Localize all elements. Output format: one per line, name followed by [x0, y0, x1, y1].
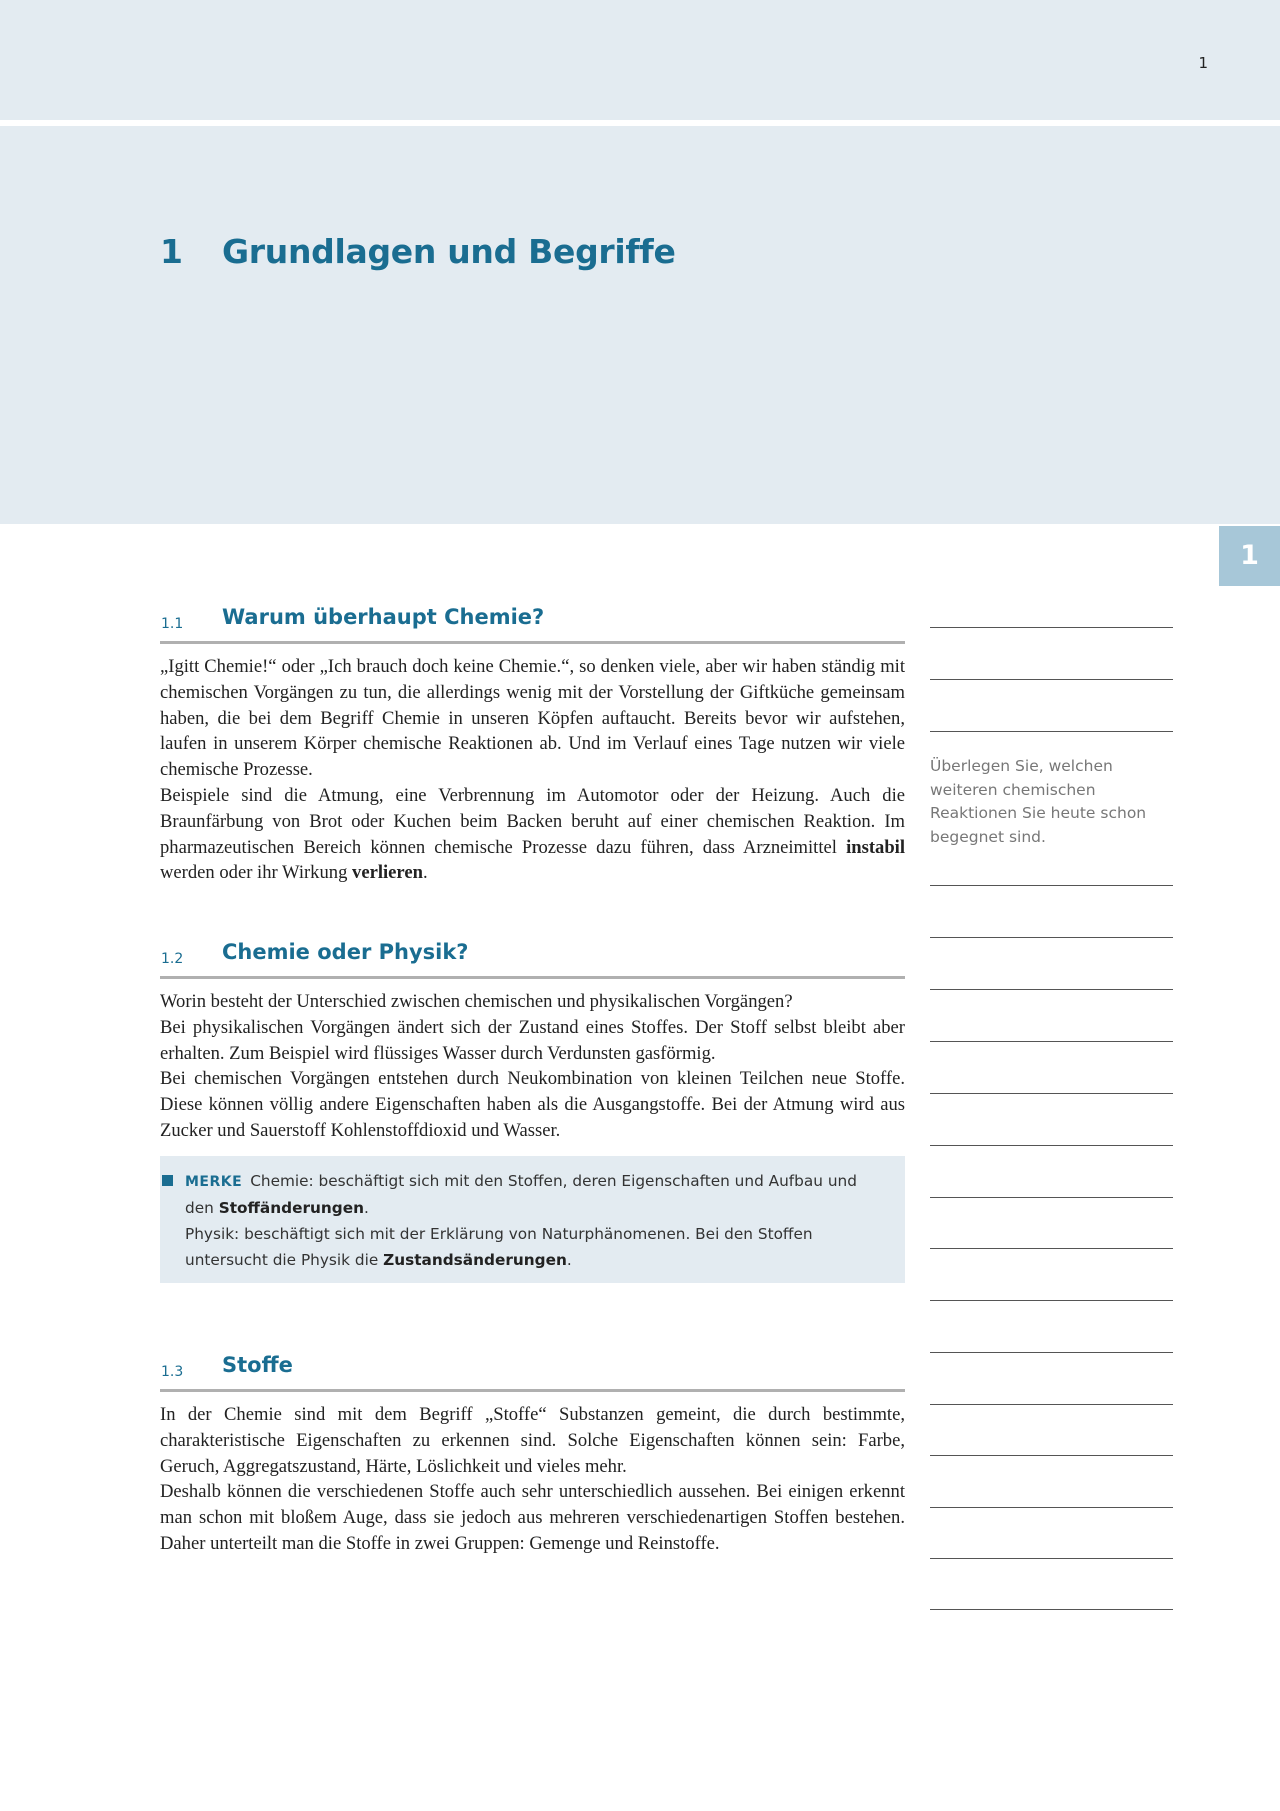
paragraph-text: werden oder ihr Wirkung [160, 862, 348, 884]
merke-line [185, 1168, 889, 1221]
margin-writing-line [930, 1300, 1173, 1301]
page-number: 1 [1198, 54, 1208, 72]
margin-writing-line [930, 1041, 1173, 1042]
merke-bold-term: Stoffänderungen [218, 1198, 365, 1217]
merke-text: Physik: beschäftigt sich mit der Erklärung von Naturphänomenen. Bei den Stoffen untersucht die Physik die [185, 1224, 813, 1269]
section-body [160, 1402, 905, 1557]
section-title: Warum überhaupt Chemie? [222, 605, 545, 629]
margin-writing-line [930, 1455, 1173, 1456]
margin-writing-line [930, 1507, 1173, 1508]
paragraph: Bei physikalischen Vorgängen ändert sich der Zustand eines Stoffes. Der Stoff selbst bleibt aber erhalten. Zum Beispiel wird flüssiges Wasser durch Verdunsten gasförmig. [160, 1016, 905, 1064]
merke-text: . [364, 1198, 369, 1217]
section-heading [160, 940, 905, 979]
paragraph: „Igitt Chemie!“ oder „Ich brauch doch keine Chemie.“, so denken viele, aber wir haben ständig mit chemischen Vorgängen zu tun, die allerdings wenig mit der Vorstellung der Giftküche gemeinsam haben, die bei dem Begriff Chemie in unseren Köpfen auftaucht. Bereits bevor wir aufstehen, laufen in unserem Körper chemische Reaktionen ab. Und im Verlauf eines Tage nutzen wir viele chemische Prozesse. [160, 656, 905, 781]
chapter-banner [0, 126, 1280, 524]
margin-writing-line [930, 627, 1173, 628]
chapter-title [160, 232, 676, 271]
section-body [160, 989, 905, 1144]
section-number: 1.2 [161, 951, 184, 967]
margin-writing-line [930, 1404, 1173, 1405]
merke-line [185, 1221, 889, 1273]
margin-writing-line [930, 1248, 1173, 1249]
margin-writing-line [930, 885, 1173, 886]
margin-note: Überlegen Sie, welchen weiteren chemischen Reaktionen Sie heute schon begegnet sind. [930, 757, 1147, 846]
section-heading [160, 1353, 905, 1392]
section-body [160, 654, 905, 886]
margin-writing-line [930, 1145, 1173, 1146]
merke-label: MERKE [185, 1173, 243, 1190]
section-number: 1.1 [161, 616, 184, 632]
section-1-2 [160, 940, 905, 1283]
paragraph-text: Beispiele sind die Atmung, eine Verbrennung im Automotor oder der Heizung. Auch die Braunfärbung von Brot oder Kuchen beim Backen beruht auf einer chemischen Reaktion. Im pharmazeutischen Bereich können chemische Prozesse dazu führen, dass Arzneimittel [160, 784, 905, 858]
paragraph [160, 783, 905, 886]
paragraph: Worin besteht der Unterschied zwischen chemischen und physikalischen Vorgängen? [160, 991, 793, 1012]
margin-writing-line [930, 1609, 1173, 1610]
margin-writing-line [930, 679, 1173, 680]
merke-text: Chemie: beschäftigt sich mit den Stoffen, deren Eigenschaften und Aufbau und den [185, 1171, 857, 1217]
section-heading [160, 605, 905, 644]
merke-bold-term: Zustandsänderungen [383, 1250, 567, 1269]
section-1-3 [160, 1353, 905, 1557]
emphasis-instabil: instabil [846, 836, 905, 858]
section-1-1 [160, 605, 905, 886]
margin-writing-line [930, 937, 1173, 938]
margin-writing-line [930, 1197, 1173, 1198]
margin-writing-line [930, 1352, 1173, 1353]
margin-writing-line [930, 989, 1173, 990]
header-band [0, 0, 1280, 120]
chapter-number: 1 [160, 232, 183, 271]
merke-box [160, 1156, 905, 1283]
section-title: Chemie oder Physik? [222, 940, 469, 964]
paragraph: Deshalb können die verschiedenen Stoffe auch sehr unterschiedlich aussehen. Bei einigen erkennt man schon mit bloßem Auge, dass sie jedoch aus mehreren verschiedenartigen Stoffen bestehen. Daher unterteilt man die Stoffe in zwei Gruppen: Gemenge und Reinstoffe. [160, 1481, 905, 1554]
paragraph-text: . [422, 862, 428, 884]
section-title: Stoffe [222, 1353, 293, 1377]
margin-writing-line [930, 1558, 1173, 1559]
section-number: 1.3 [161, 1364, 184, 1380]
paragraph: Bei chemischen Vorgängen entstehen durch Neukombination von kleinen Teilchen neue Stoffe. Diese können völlig andere Eigenschaften haben als die Ausgangstoffe. Bei der Atmung wird aus Zucker und Sauerstoff Kohlenstoffdioxid und Wasser. [160, 1068, 905, 1141]
merke-text: . [566, 1250, 572, 1269]
chapter-title-text: Grundlagen und Begriffe [222, 232, 676, 271]
emphasis-verlieren: verlieren [352, 862, 423, 884]
margin-writing-line [930, 1093, 1173, 1094]
margin-writing-line [930, 731, 1173, 732]
chapter-thumb-tab: 1 [1219, 526, 1280, 586]
square-bullet-icon [162, 1175, 173, 1186]
paragraph: In der Chemie sind mit dem Begriff „Stoffe“ Substanzen gemeint, die durch bestimmte, charakteristische Eigenschaften zu erkennen sind. Solche Eigenschaften können sein: Farbe, Geruch, Aggregatszustand, Härte, Löslichkeit und vieles mehr. [160, 1404, 905, 1477]
